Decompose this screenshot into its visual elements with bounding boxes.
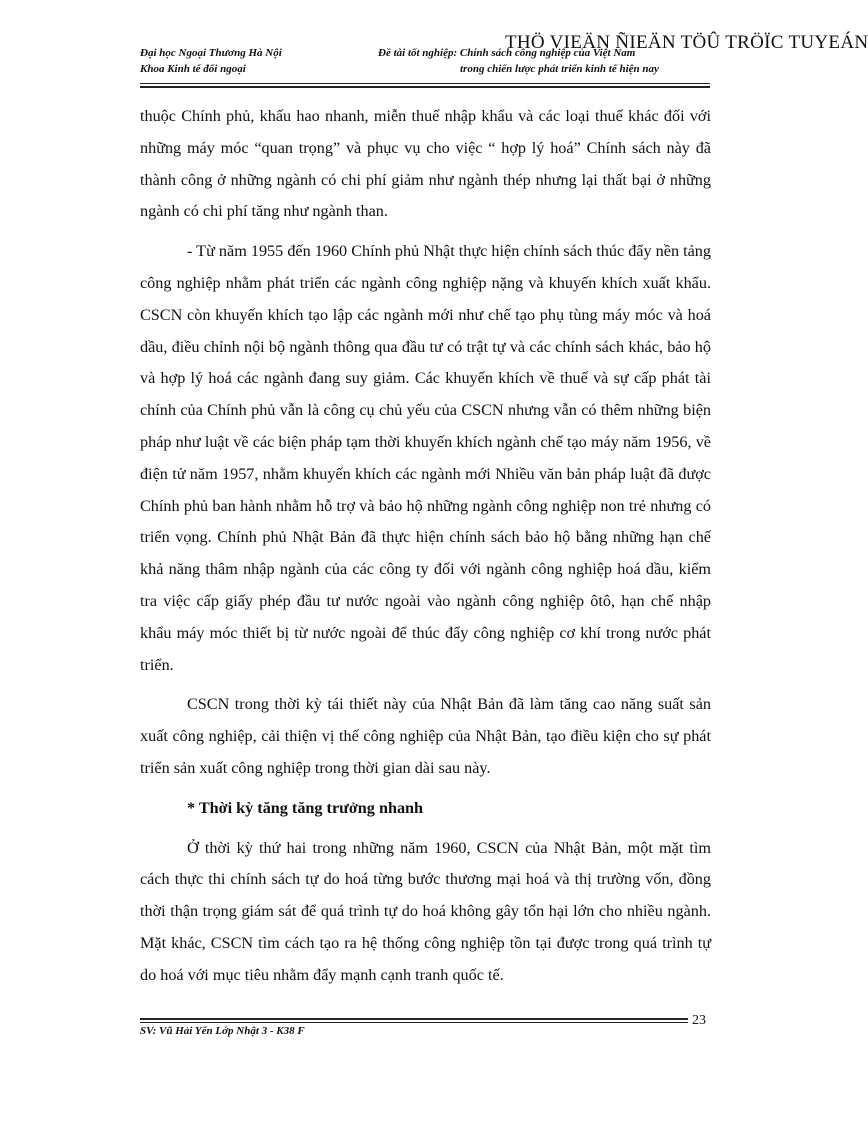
library-watermark: THÖ VIEÄN ÑIEÄN TÖÛ TRÖÏC TUYEÁN [505,32,868,53]
section-heading: * Thời kỳ tăng tăng trưởng nhanh [187,798,424,817]
header-thesis-subtitle: trong chiến lược phát triển kinh tế hiện nay [460,63,659,75]
footer-rule [140,1018,688,1023]
header-faculty: Khoa Kinh tế đối ngoại [140,63,246,75]
footer-author: SV: Vũ Hải Yến Lớp Nhật 3 - K38 F [140,1025,305,1037]
paragraph-2: - Từ năm 1955 đến 1960 Chính phủ Nhật thực hiện chính sách thúc đẩy nền tảng công nghiệp nhằm phát triển các ngành công nghiệp nặng và khuyến khích xuất khẩu. CSCN còn khuyến khích tạo lập các ngành mới như chế tạo phụ tùng máy móc và hoá dầu, điều chỉnh nội bộ ngành thông qua đầu tư có trật tự và các chính sách khác, bảo hộ và hợp lý hoá các ngành đang suy giảm. Các khuyến khích về thuế và sự cấp phát tài chính của Chính phủ vẫn là công cụ chủ yếu của CSCN nhưng vẫn có thêm những biện pháp như luật về các biện pháp tạm thời khuyến khích ngành chế tạo máy năm 1956, về điện tử năm 1957, nhằm khuyến khích các ngành mới Nhiều văn bản pháp luật đã được Chính phủ ban hành nhằm hỗ trợ và bảo hộ những ngành công nghiệp non trẻ nhưng có triển vọng. Chính phủ Nhật Bản đã thực hiện chính sách bảo hộ bằng những hạn chế khả năng thâm nhập ngành của các công ty đối với ngành công nghiệp hoá dầu, kiểm tra việc cấp giấy phép đầu tư nước ngoài vào ngành công nghiệp ôtô, hạn chế nhập khẩu máy móc thiết bị từ nước ngoài để thúc đẩy công nghiệp cơ khí trong nước phát triển. [140,242,711,674]
paragraph-4: Ở thời kỳ thứ hai trong những năm 1960, CSCN của Nhật Bản, một mặt tìm cách thực thi chính sách tự do hoá từng bước thương mại hoá và thị trường vốn, đồng thời thận trọng giám sát để quá trình tự do hoá không gây tổn hại lớn cho nhiều ngành. Mặt khác, CSCN tìm cách tạo ra hệ thống công nghiệp tồn tại được trong quá trình tự do hoá với mục tiêu nhằm đẩy mạnh cạnh tranh quốc tế. [140,838,711,984]
paragraph-3: CSCN trong thời kỳ tái thiết này của Nhật Bản đã làm tăng cao năng suất sản xuất công nghiệp, cải thiện vị thế công nghiệp của Nhật Bản, tạo điều kiện cho sự phát triển sản xuất công nghiệp trong thời gian dài sau này. [140,695,711,777]
header-university: Đại học Ngoại Thương Hà Nội [140,47,282,59]
paragraph-1: thuộc Chính phủ, khấu hao nhanh, miễn thuế nhập khẩu và các loại thuế khác đối với những máy móc “quan trọng” và phục vụ cho việc “ hợp lý hoá” Chính sách này đã thành công ở những ngành có chi phí giảm như ngành thép nhưng lại thất bại ở những ngành có chi phí tăng như ngành than. [140,107,711,221]
header-thesis-title: Đề tài tốt nghiệp: Chính sách công nghiệp của Việt Nam [378,47,636,59]
header-rule [140,83,710,88]
document-body [140,101,711,1000]
page-number: 23 [692,1013,706,1028]
